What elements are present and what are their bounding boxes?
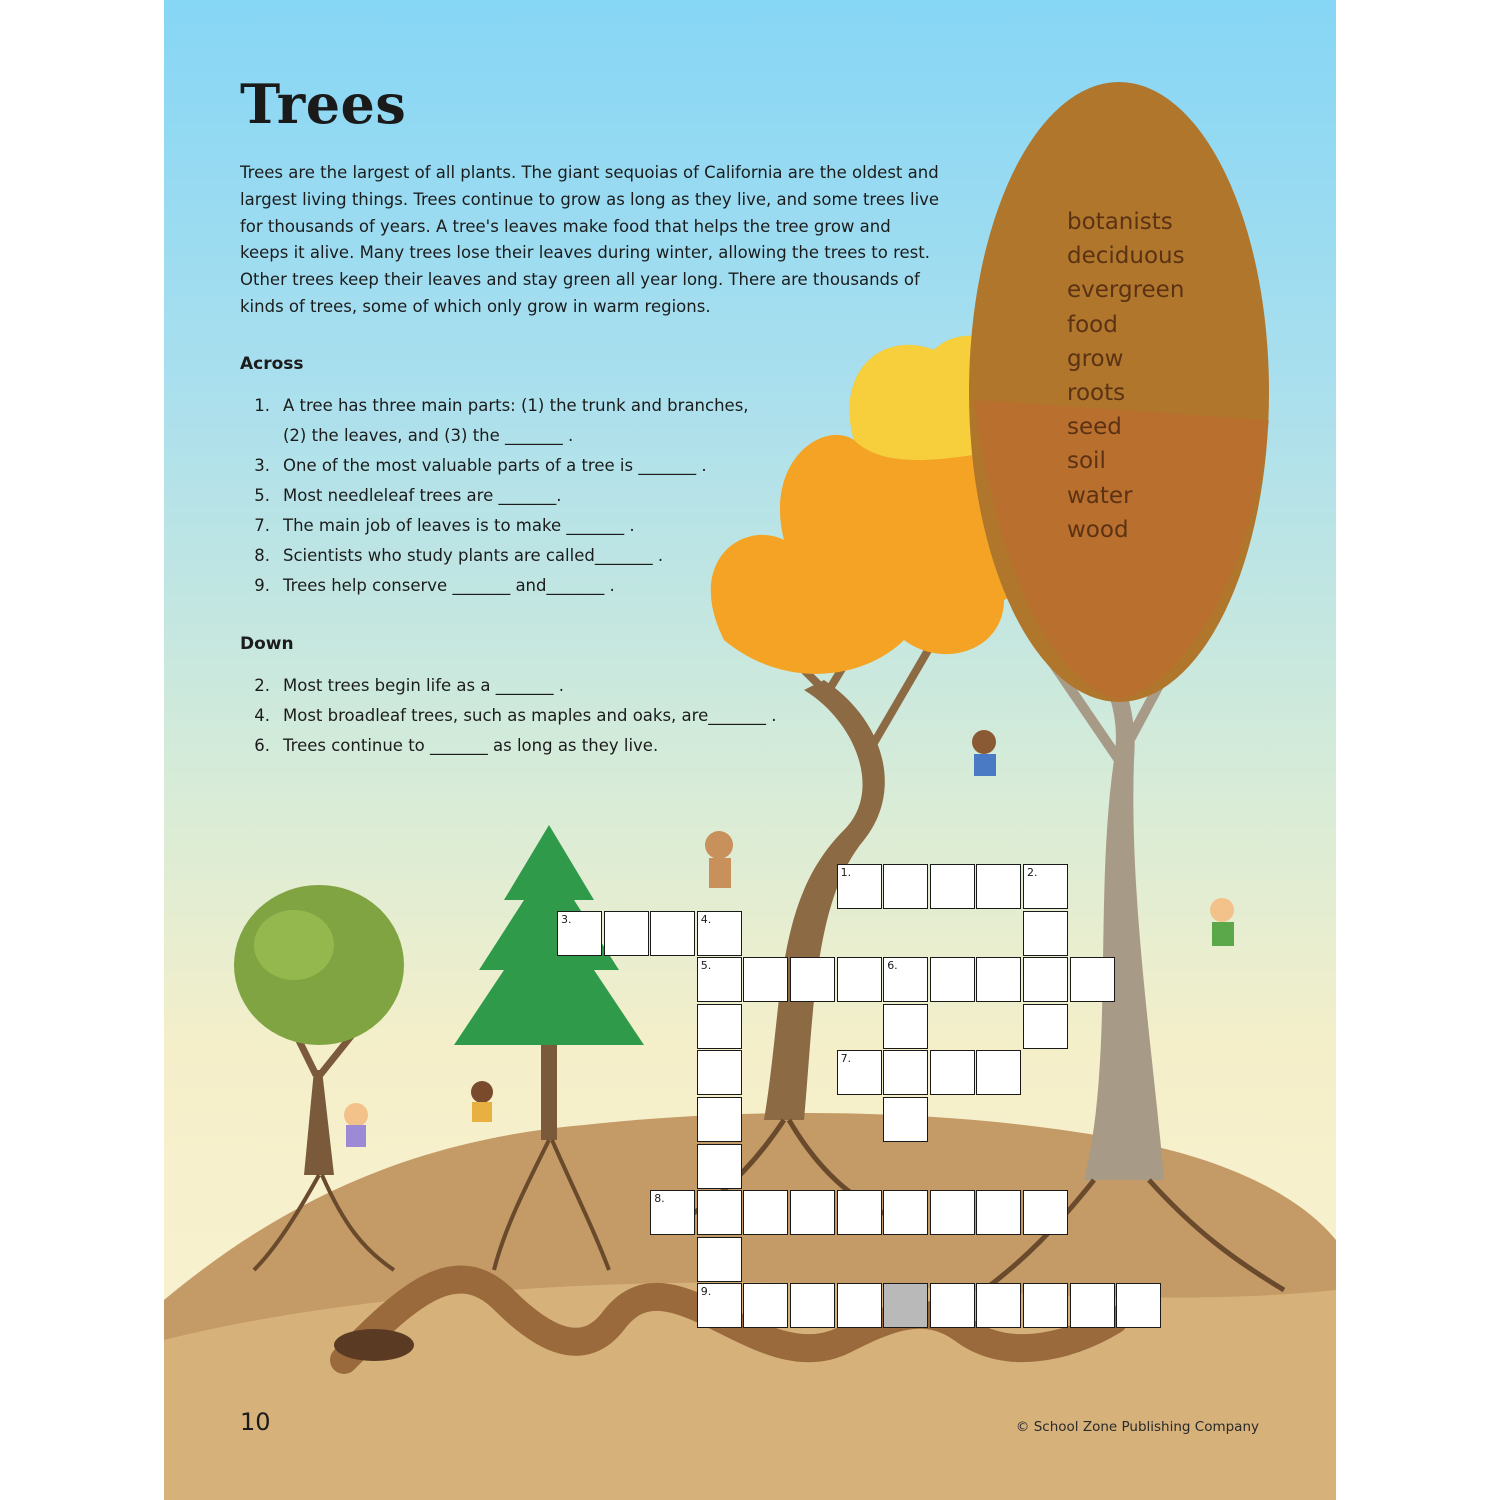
clue-text: Most needleleaf trees are _______. (283, 486, 562, 505)
cell-clue-number: 3. (561, 912, 572, 926)
crossword-cell[interactable] (697, 1237, 742, 1282)
cell-clue-number: 7. (840, 1052, 852, 1066)
child-middle (471, 1081, 493, 1103)
cell-clue-number: 5. (700, 959, 712, 973)
down-clue-list (248, 671, 808, 761)
page-title: Trees (240, 72, 407, 136)
crossword-cell[interactable] (976, 864, 1021, 909)
crossword-cell[interactable] (883, 1050, 928, 1095)
across-clue (248, 571, 808, 601)
crossword-cell[interactable] (837, 1283, 882, 1328)
across-clue (248, 481, 808, 511)
crossword-cell[interactable] (650, 1190, 695, 1235)
clue-number: 3. (254, 456, 270, 475)
crossword-cell[interactable] (1023, 1190, 1068, 1235)
across-clue (248, 541, 808, 571)
child-swing-high (972, 730, 996, 754)
clue-text: Trees continue to _______ as long as they live. (283, 736, 659, 755)
crossword-cell[interactable] (1070, 957, 1115, 1002)
crossword-cell[interactable] (1023, 1283, 1068, 1328)
clue-text: Trees help conserve _______ and_______ . (283, 576, 615, 595)
word-bank-item: seed (1067, 414, 1122, 441)
crossword-cell[interactable] (883, 1004, 928, 1049)
down-clue (248, 671, 808, 701)
crossword-cell[interactable] (1116, 1283, 1161, 1328)
crossword-cell[interactable] (837, 1050, 882, 1095)
clue-text: Most trees begin life as a _______ . (283, 676, 564, 695)
crossword-cell[interactable] (837, 1190, 882, 1235)
crossword-cell[interactable] (930, 1050, 975, 1095)
crossword-cell[interactable] (650, 911, 695, 956)
dog (705, 831, 733, 859)
clue-number: 5. (254, 486, 270, 505)
cell-clue-number: 8. (654, 1192, 665, 1206)
clue-number: 8. (254, 546, 270, 565)
crossword-cell[interactable] (883, 864, 928, 909)
crossword-cell[interactable] (697, 911, 742, 956)
crossword-cell[interactable] (697, 1004, 742, 1049)
crossword-cell[interactable] (557, 911, 602, 956)
crossword-cell[interactable] (604, 911, 649, 956)
word-bank-item: deciduous (1067, 243, 1185, 270)
cell-clue-number: 6. (887, 959, 898, 973)
crossword-cell[interactable] (976, 1190, 1021, 1235)
crossword-cell[interactable] (837, 957, 882, 1002)
crossword-cell[interactable] (930, 957, 975, 1002)
word-bank (1067, 205, 1185, 547)
crossword-cell[interactable] (790, 957, 835, 1002)
crossword-cell[interactable] (697, 1144, 742, 1189)
word-bank-item: food (1067, 311, 1118, 338)
crossword-cell[interactable] (883, 1097, 928, 1142)
crossword-cell[interactable] (930, 1190, 975, 1235)
across-clue (248, 391, 808, 451)
worksheet-page (164, 0, 1336, 1500)
word-bank-item: roots (1067, 380, 1126, 407)
mole (334, 1329, 414, 1361)
small-tree-trunk (304, 1070, 334, 1175)
down-clue (248, 701, 808, 731)
down-clue (248, 731, 808, 761)
crossword-cell[interactable] (743, 1190, 788, 1235)
cell-clue-number: 1. (840, 866, 852, 879)
clue-number: 6. (254, 736, 270, 755)
child-left (344, 1103, 368, 1127)
across-clue (248, 511, 808, 541)
crossword-cell[interactable] (1070, 1283, 1115, 1328)
word-bank-item: grow (1067, 345, 1124, 372)
child-swing-right (1210, 898, 1234, 922)
crossword-cell[interactable] (697, 1190, 742, 1235)
cell-clue-number: 2. (1027, 866, 1038, 879)
crossword-cell[interactable] (743, 1283, 788, 1328)
clue-text: Most broadleaf trees, such as maples and oaks, are_______ . (283, 706, 777, 725)
crossword-cell[interactable] (837, 864, 882, 909)
crossword-cell[interactable] (1023, 911, 1068, 956)
clue-number: 1. (254, 396, 270, 415)
intro-paragraph: Trees are the largest of all plants. The giant sequoias of California are the oldest and largest living things. Trees continue to grow as long as they live, and some trees live for thousands of years. A tree's leaves make food that helps the tree grow and keeps it alive. Many trees lose their leaves during winter, allowing the trees to rest. Other trees keep their leaves and stay green all year long. There are thousands of kinds of trees, some of which only grow in warm regions. (240, 163, 940, 316)
word-bank-item: botanists (1067, 209, 1173, 235)
clue-text: The main job of leaves is to make _______ . (283, 516, 635, 535)
word-bank-item: soil (1067, 448, 1106, 475)
crossword-cell[interactable] (930, 864, 975, 909)
across-clue (248, 451, 808, 481)
cell-clue-number: 4. (700, 912, 712, 926)
clue-number: 4. (254, 706, 270, 725)
clue-text: Scientists who study plants are called_______ . (283, 546, 664, 565)
crossword-cell[interactable] (790, 1283, 835, 1328)
down-heading: Down (240, 634, 294, 654)
crossword-cell[interactable] (883, 957, 928, 1002)
crossword-cell[interactable] (697, 1283, 742, 1328)
across-clue-list (248, 391, 808, 601)
word-bank-item: wood (1067, 516, 1129, 543)
crossword-cell[interactable] (697, 957, 742, 1002)
across-heading: Across (240, 354, 304, 374)
crossword-cell[interactable] (976, 1050, 1021, 1095)
crossword-cell[interactable] (976, 957, 1021, 1002)
clue-text: A tree has three main parts: (1) the trunk and branches, (2) the leaves, and (3) the _______ . (283, 396, 749, 445)
crossword-cell[interactable] (1023, 957, 1068, 1002)
crossword-cell[interactable] (1023, 1004, 1068, 1049)
crossword-cell[interactable] (1023, 864, 1068, 909)
copyright-notice: © School Zone Publishing Company (1015, 1419, 1259, 1435)
crossword-cell[interactable] (976, 1283, 1021, 1328)
crossword-cell[interactable] (930, 1283, 975, 1328)
clue-text: One of the most valuable parts of a tree is _______ . (283, 456, 707, 475)
crossword-cell[interactable] (697, 1050, 742, 1095)
clue-number: 7. (254, 516, 270, 535)
word-bank-item: water (1067, 482, 1133, 509)
pine-trunk (541, 1030, 557, 1140)
word-bank-item: evergreen (1067, 277, 1185, 304)
crossword-cell[interactable] (883, 1190, 928, 1235)
clue-number: 9. (254, 576, 270, 595)
crossword-cell-shaded[interactable] (883, 1283, 928, 1328)
crossword-cell[interactable] (743, 957, 788, 1002)
crossword-cell[interactable] (790, 1190, 835, 1235)
crossword-cell[interactable] (697, 1097, 742, 1142)
clue-number: 2. (254, 676, 270, 695)
page-number: 10 (240, 1408, 271, 1436)
cell-clue-number: 9. (700, 1285, 712, 1299)
